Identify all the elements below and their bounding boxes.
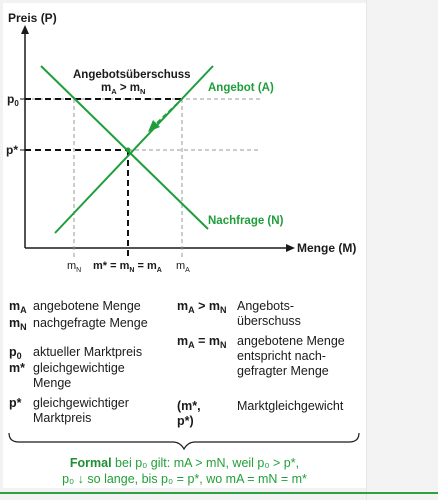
x-axis-label: Menge (M) <box>297 241 357 255</box>
side-margin <box>366 0 438 500</box>
curly-brace <box>3 431 366 451</box>
x-tick-ma-label: $m_A$ <box>176 260 190 274</box>
bottom-rule <box>0 492 438 494</box>
demand-label: Nachfrage (N) <box>208 215 284 227</box>
x-tick-mn-label: $m_N$ <box>67 260 82 274</box>
formula-line-2: p₀ ↓ so lange, bis p₀ = p*, wo mA = mN = m* <box>62 472 307 486</box>
formula-line-1: Formal bei p₀ gilt: mA > mN, weil p₀ > p*, <box>69 456 300 470</box>
surplus-title: Angebotsüberschuss <box>73 69 191 81</box>
y-tick-p0-label: $p_0$ <box>7 92 19 108</box>
y-axis-arrow <box>21 25 29 34</box>
supply-demand-diagram <box>3 3 366 283</box>
y-tick-pstar-label: p* <box>6 143 18 157</box>
formal-statement <box>3 455 366 487</box>
equilibrium-point <box>126 148 131 153</box>
surplus-expression: $m_A > m_N$ <box>101 82 146 96</box>
y-axis-label: Preis (P) <box>8 11 57 25</box>
diagram-card: Preis (P) Menge (M) $p_0$ p* $m_N$ $m* = m_N = m_A$ $m_A$ Angebotsüberschuss $m_A > m_N$ Angebot (A) Nachfrage (N) $m_A$ angebotene Menge $m_N$ nachgefragte Menge $p_0$ aktueller Marktpreis m* gleichgewichtige Menge p* gleichgewichtiger Marktpreis $m_A > m_N$ Angebots-überschuss $m_A = m_N$ angebotene Menge entspricht nach-gefragter Menge (m*, p*) Marktgleichgewicht Formal bei p₀ gilt: mA > mN, weil p₀ > p*, p₀ ↓ so lange, bis p₀ = p*, wo mA = mN = m* <box>3 3 366 488</box>
x-axis-arrow <box>286 244 295 252</box>
supply-label: Angebot (A) <box>208 82 274 94</box>
x-tick-center-label: $m* = m_N = m_A$ <box>93 260 162 274</box>
